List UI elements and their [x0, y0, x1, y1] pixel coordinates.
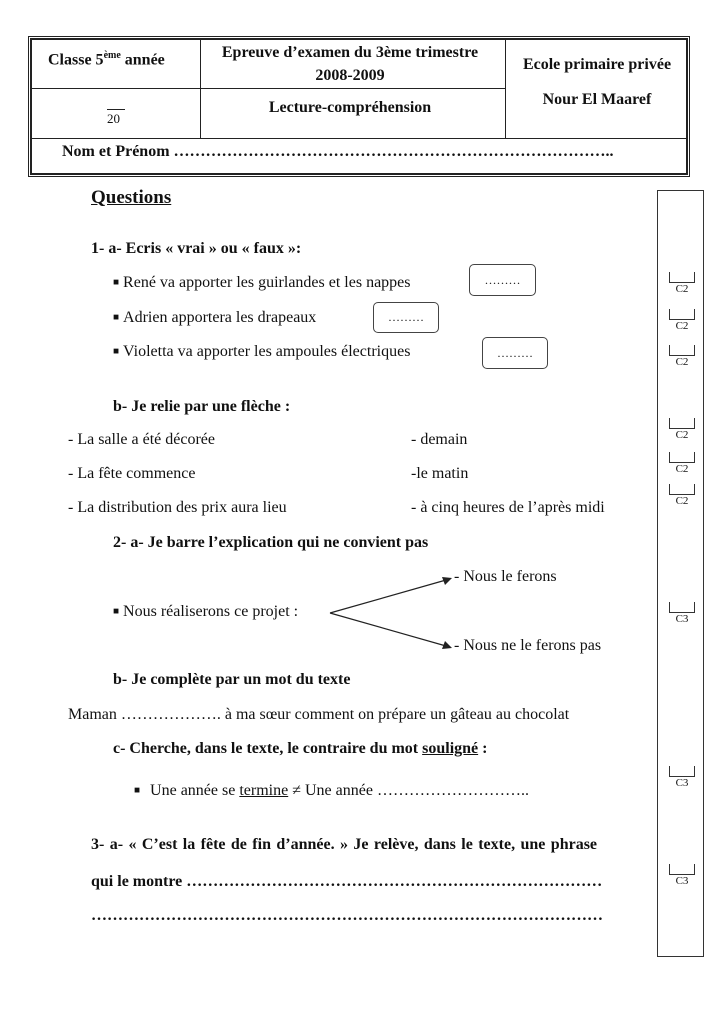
q3a-line-1: 3- a- « C’est la fête de fin d’année. » Je relève, dans le texte, une phrase — [91, 836, 598, 853]
score-column — [657, 190, 704, 957]
school-name-line2: Nour El Maaref — [542, 91, 652, 108]
q1b-right-item-3: - à cinq heures de l’après midi — [411, 499, 605, 516]
score-box[interactable]: C3 — [669, 864, 695, 887]
q1a-item-2: ■ Adrien apportera les drapeaux — [113, 309, 317, 326]
questions-title: Questions — [91, 187, 172, 208]
class-label: Classe 5ème année — [48, 50, 165, 69]
q1b-left-item-2: - La fête commence — [68, 465, 196, 482]
score-box[interactable]: C2 — [669, 309, 695, 332]
score-total: 20 — [107, 111, 120, 126]
arrow-down-line — [330, 613, 446, 646]
q2b-title: b- Je complète par un mot du texte — [113, 671, 351, 688]
exam-title-line2: 2008-2009 — [315, 67, 385, 84]
q1a-answer-box-3[interactable]: ……… — [482, 337, 548, 369]
q1b-right-item-2: -le matin — [411, 465, 469, 482]
exam-title-line1: Epreuve d’examen du 3ème trimestre — [221, 44, 479, 61]
arrow-up-head — [442, 577, 452, 585]
score-box[interactable]: C2 — [669, 484, 695, 507]
name-field[interactable]: Nom et Prénom ……………………………………………………………………….. — [62, 143, 614, 160]
arrow-down-head — [442, 641, 452, 649]
score-box[interactable]: C3 — [669, 602, 695, 625]
score-box[interactable]: C2 — [669, 418, 695, 441]
q2a-title: 2- a- Je barre l’explication qui ne convient pas — [113, 534, 429, 551]
score-box[interactable]: C2 — [669, 452, 695, 475]
score-box[interactable]: C2 — [669, 272, 695, 295]
score-blank-line — [107, 109, 125, 110]
school-cell — [505, 39, 687, 139]
score-box[interactable]: C3 — [669, 766, 695, 789]
q1b-title: b- Je relie par une flèche : — [113, 398, 291, 415]
q2c-sentence[interactable]: ■ Une année se termine ≠ Une année ……………………….. — [134, 782, 529, 799]
q1a-answer-box-1[interactable]: ……… — [469, 264, 536, 296]
arrow-up-line — [330, 580, 446, 613]
subject-title: Lecture-compréhension — [268, 99, 432, 116]
q1a-answer-box-2[interactable]: ……… — [373, 302, 439, 333]
q1b-right-item-1: - demain — [411, 431, 468, 448]
q1a-item-3: ■ Violetta va apporter les ampoules électriques — [113, 343, 411, 360]
q2a-statement: ■ Nous réaliserons ce projet : — [113, 603, 299, 620]
q1b-left-item-1: - La salle a été décorée — [68, 431, 216, 448]
school-name-line1: Ecole primaire privée — [522, 56, 672, 73]
q3a-line-2[interactable]: qui le montre …………………………………………………………………… — [91, 873, 603, 890]
score-box[interactable]: C2 — [669, 345, 695, 368]
q2a-option-1[interactable]: - Nous le ferons — [454, 568, 557, 585]
q1b-left-item-3: - La distribution des prix aura lieu — [68, 499, 287, 516]
q2a-option-2[interactable]: - Nous ne le ferons pas — [454, 637, 602, 654]
q3a-line-3[interactable]: …………………………………………………………………………………… — [91, 907, 603, 924]
q2b-sentence[interactable]: Maman ………………. à ma sœur comment on prépare un gâteau au chocolat — [68, 706, 570, 723]
q2a-arrows — [326, 574, 466, 652]
q2c-title: c- Cherche, dans le texte, le contraire du mot souligné : — [113, 740, 488, 757]
q1a-item-1: ■ René va apporter les guirlandes et les nappes — [113, 274, 411, 291]
q1a-title: 1- a- Ecris « vrai » ou « faux »: — [91, 240, 302, 257]
